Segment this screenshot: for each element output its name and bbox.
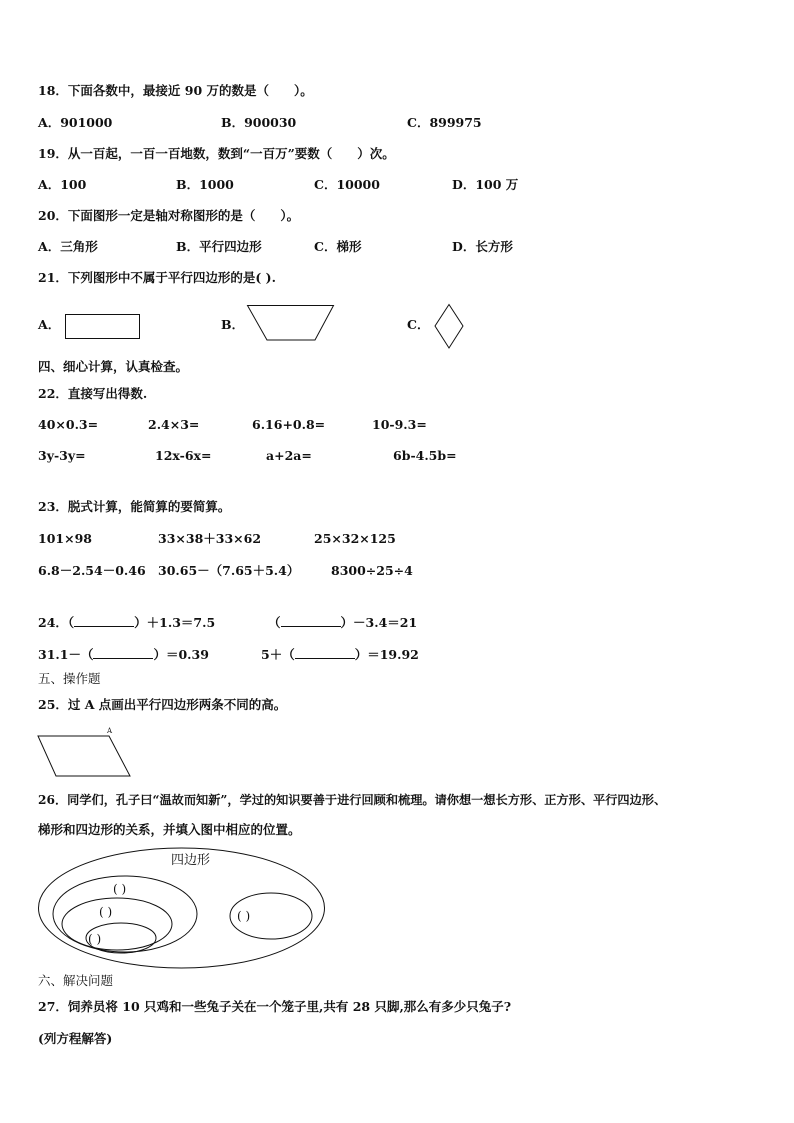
q23-r1-c1: 101×98 [38, 531, 92, 546]
blank-square[interactable]: ( ) [88, 932, 102, 946]
q26-line-2: 梯形和四边形的关系，并填入图中相应的位置。 [38, 822, 301, 837]
q23-r2-c3: 8300÷25÷4 [331, 563, 413, 578]
q18-option-b: B．900030 [221, 115, 297, 130]
section-4-heading: 四、细心计算，认真检查。 [38, 359, 189, 374]
q25-stem: 25．过 A 点画出平行四边形两条不同的高。 [38, 697, 287, 712]
quadrilateral-label: 四边形 [171, 853, 211, 868]
q19-option-b: B．1000 [176, 177, 234, 192]
q22-r1-c3: 6.16+0.8= [252, 417, 326, 432]
q21-option-b: B． [221, 317, 245, 332]
q18-stem: 18．下面各数中，最接近 90 万的数是（ ）。 [38, 83, 313, 98]
q20-option-d: D．长方形 [452, 239, 513, 254]
q20-option-a: A．三角形 [38, 239, 98, 254]
q20-option-c: C．梯形 [314, 239, 362, 254]
blank-rectangle[interactable]: ( ) [99, 905, 113, 919]
q19-stem: 19．从一百起，一百一百地数，数到“一百万”要数（ ）次。 [38, 146, 395, 161]
blank-trapezoid[interactable]: ( ) [237, 909, 251, 923]
q19-option-c: C．10000 [314, 177, 380, 192]
q20-stem: 20．下面图形一定是轴对称图形的是（ ）。 [38, 208, 300, 223]
q24-item-a: 24．（ ）＋1.3＝7.5 [38, 615, 216, 630]
q24-item-c: 31.1－（ ）＝0.39 [38, 647, 209, 662]
q24-item-d: 5＋（ ）＝19.92 [261, 647, 419, 662]
q19-option-d: D．100 万 [452, 177, 519, 192]
q23-r1-c3: 25×32×125 [314, 531, 396, 546]
q23-r2-c1: 6.8－2.54－0.46 [38, 563, 146, 578]
answer-blank[interactable] [93, 646, 153, 659]
rhombus-figure [434, 304, 464, 350]
answer-blank[interactable] [281, 614, 341, 627]
section-5-heading: 五、操作题 [38, 671, 101, 686]
q24-item-b: （ ）－3.4＝21 [268, 615, 418, 630]
q23-r1-c2: 33×38＋33×62 [158, 531, 262, 546]
q22-r1-c1: 40×0.3= [38, 417, 99, 432]
q21-option-c: C． [407, 317, 430, 332]
q21-stem: 21．下列图形中不属于平行四边形的是( ). [38, 270, 276, 285]
q22-stem: 22．直接写出得数. [38, 386, 148, 401]
q18-option-c: C．899975 [407, 115, 482, 130]
parallelogram-figure [36, 727, 136, 779]
q27-note: (列方程解答) [38, 1031, 113, 1046]
rectangle-figure [65, 314, 141, 340]
q22-r2-c1: 3y-3y= [38, 448, 86, 463]
point-a-label: A [107, 727, 113, 735]
q22-r2-c3: a+2a= [266, 448, 312, 463]
blank-parallelogram[interactable]: ( ) [113, 882, 127, 896]
q19-option-a: A．100 [38, 177, 87, 192]
answer-blank[interactable] [74, 614, 134, 627]
q22-r1-c2: 2.4×3= [148, 417, 200, 432]
q18-option-a: A．901000 [38, 115, 113, 130]
q22-r1-c4: 10-9.3= [372, 417, 427, 432]
q23-stem: 23．脱式计算，能简算的要简算。 [38, 499, 231, 514]
q20-option-b: B．平行四边形 [176, 239, 262, 254]
trapezoid-figure [247, 305, 335, 341]
answer-blank[interactable] [295, 646, 355, 659]
q21-option-a: A． [38, 317, 61, 332]
q27-stem: 27．饲养员将 10 只鸡和一些兔子关在一个笼子里,共有 28 只脚,那么有多少只兔子? [38, 999, 512, 1014]
q23-r2-c2: 30.65－（7.65＋5.4） [158, 563, 300, 578]
q22-r2-c4: 6b-4.5b= [393, 448, 457, 463]
q22-r2-c2: 12x-6x= [155, 448, 212, 463]
quadrilateral-venn-diagram [36, 846, 328, 970]
q26-line-1: 26．同学们，孔子曰“温故而知新”，学过的知识要善于进行回顾和梳理。请你想一想长方形、正方形、平行四边形、 [38, 793, 667, 807]
section-6-heading: 六、解决问题 [38, 973, 114, 988]
